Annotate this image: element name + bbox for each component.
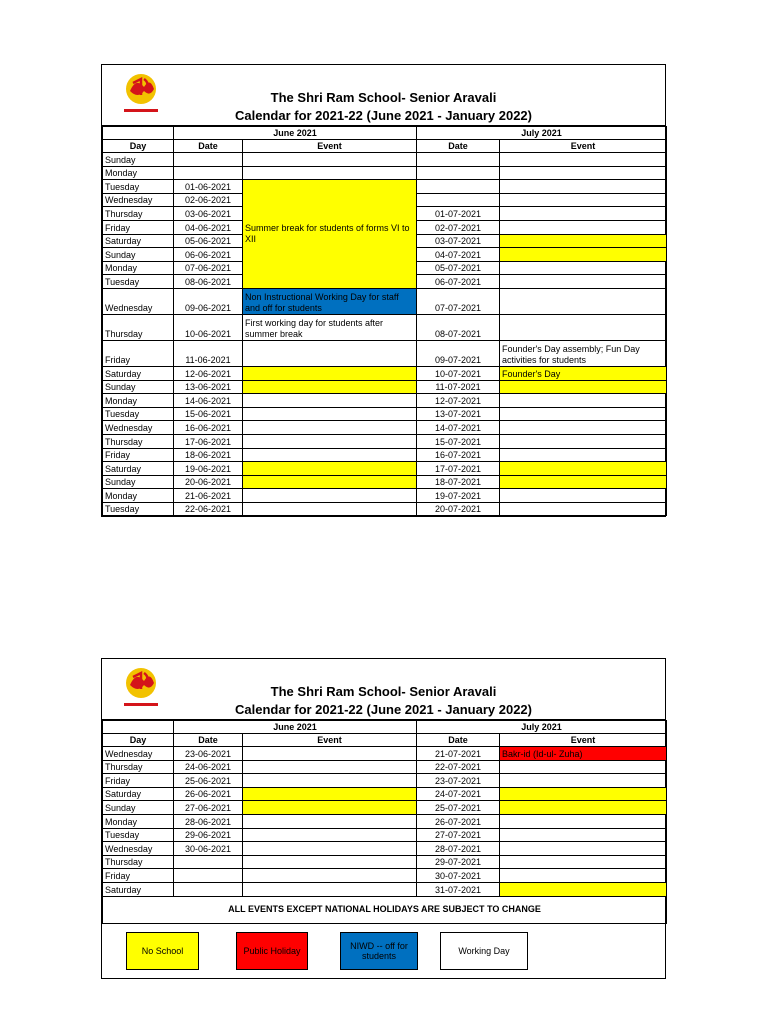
table-row: Sunday 13-06-2021 11-07-2021 xyxy=(103,380,667,394)
table-row: Sunday 06-06-2021 04-07-2021 xyxy=(103,248,667,262)
table-row: Tuesday 15-06-2021 13-07-2021 xyxy=(103,407,667,421)
col-event: Event xyxy=(500,734,667,747)
month-header-july: July 2021 xyxy=(417,127,667,140)
col-day: Day xyxy=(103,734,174,747)
table-row: Monday 07-06-2021 05-07-2021 xyxy=(103,261,667,275)
col-event: Event xyxy=(243,734,417,747)
col-date: Date xyxy=(174,140,243,153)
col-date: Date xyxy=(417,734,500,747)
table-row: Tuesday 01-06-2021 Summer break for students of forms VI to XII xyxy=(103,180,667,194)
table-row: Friday 04-06-2021 02-07-2021 xyxy=(103,220,667,234)
notice-text: ALL EVENTS EXCEPT NATIONAL HOLIDAYS ARE SUBJECT TO CHANGE xyxy=(103,896,667,923)
school-title: The Shri Ram School- Senior Aravali xyxy=(270,684,497,699)
calendar-sheet-2 xyxy=(101,658,666,979)
table-row: Saturday 26-06-2021 24-07-2021 xyxy=(103,787,667,801)
calendar-table xyxy=(102,126,667,516)
table-row: Tuesday 08-06-2021 06-07-2021 xyxy=(103,275,667,289)
calendar-title: Calendar for 2021-22 (June 2021 - January 2022) xyxy=(235,702,532,717)
table-row: Wednesday 16-06-2021 14-07-2021 xyxy=(103,421,667,435)
col-event: Event xyxy=(243,140,417,153)
table-row: Monday xyxy=(103,166,667,180)
col-date: Date xyxy=(417,140,500,153)
table-row: Thursday 29-07-2021 xyxy=(103,855,667,869)
event-founders-day: Founder's Day xyxy=(500,366,667,380)
table-row: Sunday 20-06-2021 18-07-2021 xyxy=(103,475,667,489)
sheet-header xyxy=(102,65,665,126)
table-row: Saturday 05-06-2021 03-07-2021 xyxy=(103,234,667,248)
table-row: Thursday 24-06-2021 22-07-2021 xyxy=(103,760,667,774)
calendar-sheet-1 xyxy=(101,64,666,517)
table-row: Friday 25-06-2021 23-07-2021 xyxy=(103,774,667,788)
table-row: Wednesday 30-06-2021 28-07-2021 xyxy=(103,842,667,856)
sheet-header xyxy=(102,659,665,720)
table-row: Monday 28-06-2021 26-07-2021 xyxy=(103,814,667,828)
table-row: Sunday 27-06-2021 25-07-2021 xyxy=(103,801,667,815)
table-row: Saturday 12-06-2021 10-07-2021 Founder's Day xyxy=(103,366,667,380)
calendar-title: Calendar for 2021-22 (June 2021 - January 2022) xyxy=(235,108,532,123)
event-founders-assembly: Founder's Day assembly; Fun Day activities for students xyxy=(500,340,667,366)
table-row: Sunday xyxy=(103,153,667,167)
legend-public-holiday: Public Holiday xyxy=(236,932,308,970)
event-first-day: First working day for students after summer break xyxy=(243,314,417,340)
table-row: Wednesday 02-06-2021 xyxy=(103,193,667,207)
legend-working-day: Working Day xyxy=(440,932,528,970)
school-title: The Shri Ram School- Senior Aravali xyxy=(270,90,497,105)
col-event: Event xyxy=(500,140,667,153)
table-row: Wednesday 09-06-2021 Non Instructional Working Day for staff and off for students 07-07-2021 xyxy=(103,288,667,314)
table-row: Thursday 17-06-2021 15-07-2021 xyxy=(103,434,667,448)
table-row: Monday 21-06-2021 19-07-2021 xyxy=(103,489,667,503)
table-row: Friday 11-06-2021 09-07-2021 Founder's Day assembly; Fun Day activities for students xyxy=(103,340,667,366)
table-row: Thursday 10-06-2021 First working day for students after summer break 08-07-2021 xyxy=(103,314,667,340)
calendar-table xyxy=(102,720,667,924)
table-row: Saturday 19-06-2021 17-07-2021 xyxy=(103,462,667,476)
table-row: Friday 18-06-2021 16-07-2021 xyxy=(103,448,667,462)
table-row: Saturday 31-07-2021 xyxy=(103,882,667,896)
table-row: Monday 14-06-2021 12-07-2021 xyxy=(103,394,667,408)
legend xyxy=(102,924,665,978)
table-row: Wednesday 23-06-2021 21-07-2021 Bakr-id (Id-ul- Zuha) xyxy=(103,747,667,761)
event-bakrid: Bakr-id (Id-ul- Zuha) xyxy=(500,747,667,761)
legend-no-school: No School xyxy=(126,932,199,970)
table-row: Friday 30-07-2021 xyxy=(103,869,667,883)
col-date: Date xyxy=(174,734,243,747)
table-row: Thursday 03-06-2021 01-07-2021 xyxy=(103,207,667,221)
col-day: Day xyxy=(103,140,174,153)
month-header-june: June 2021 xyxy=(174,127,417,140)
month-header-july: July 2021 xyxy=(417,721,667,734)
table-row: Tuesday 22-06-2021 20-07-2021 xyxy=(103,502,667,516)
event-summer-break: Summer break for students of forms VI to XII xyxy=(243,180,417,289)
event-niwd: Non Instructional Working Day for staff and off for students xyxy=(243,288,417,314)
table-row: Tuesday 29-06-2021 27-07-2021 xyxy=(103,828,667,842)
legend-niwd: NIWD -- off for students xyxy=(340,932,418,970)
month-header-june: June 2021 xyxy=(174,721,417,734)
